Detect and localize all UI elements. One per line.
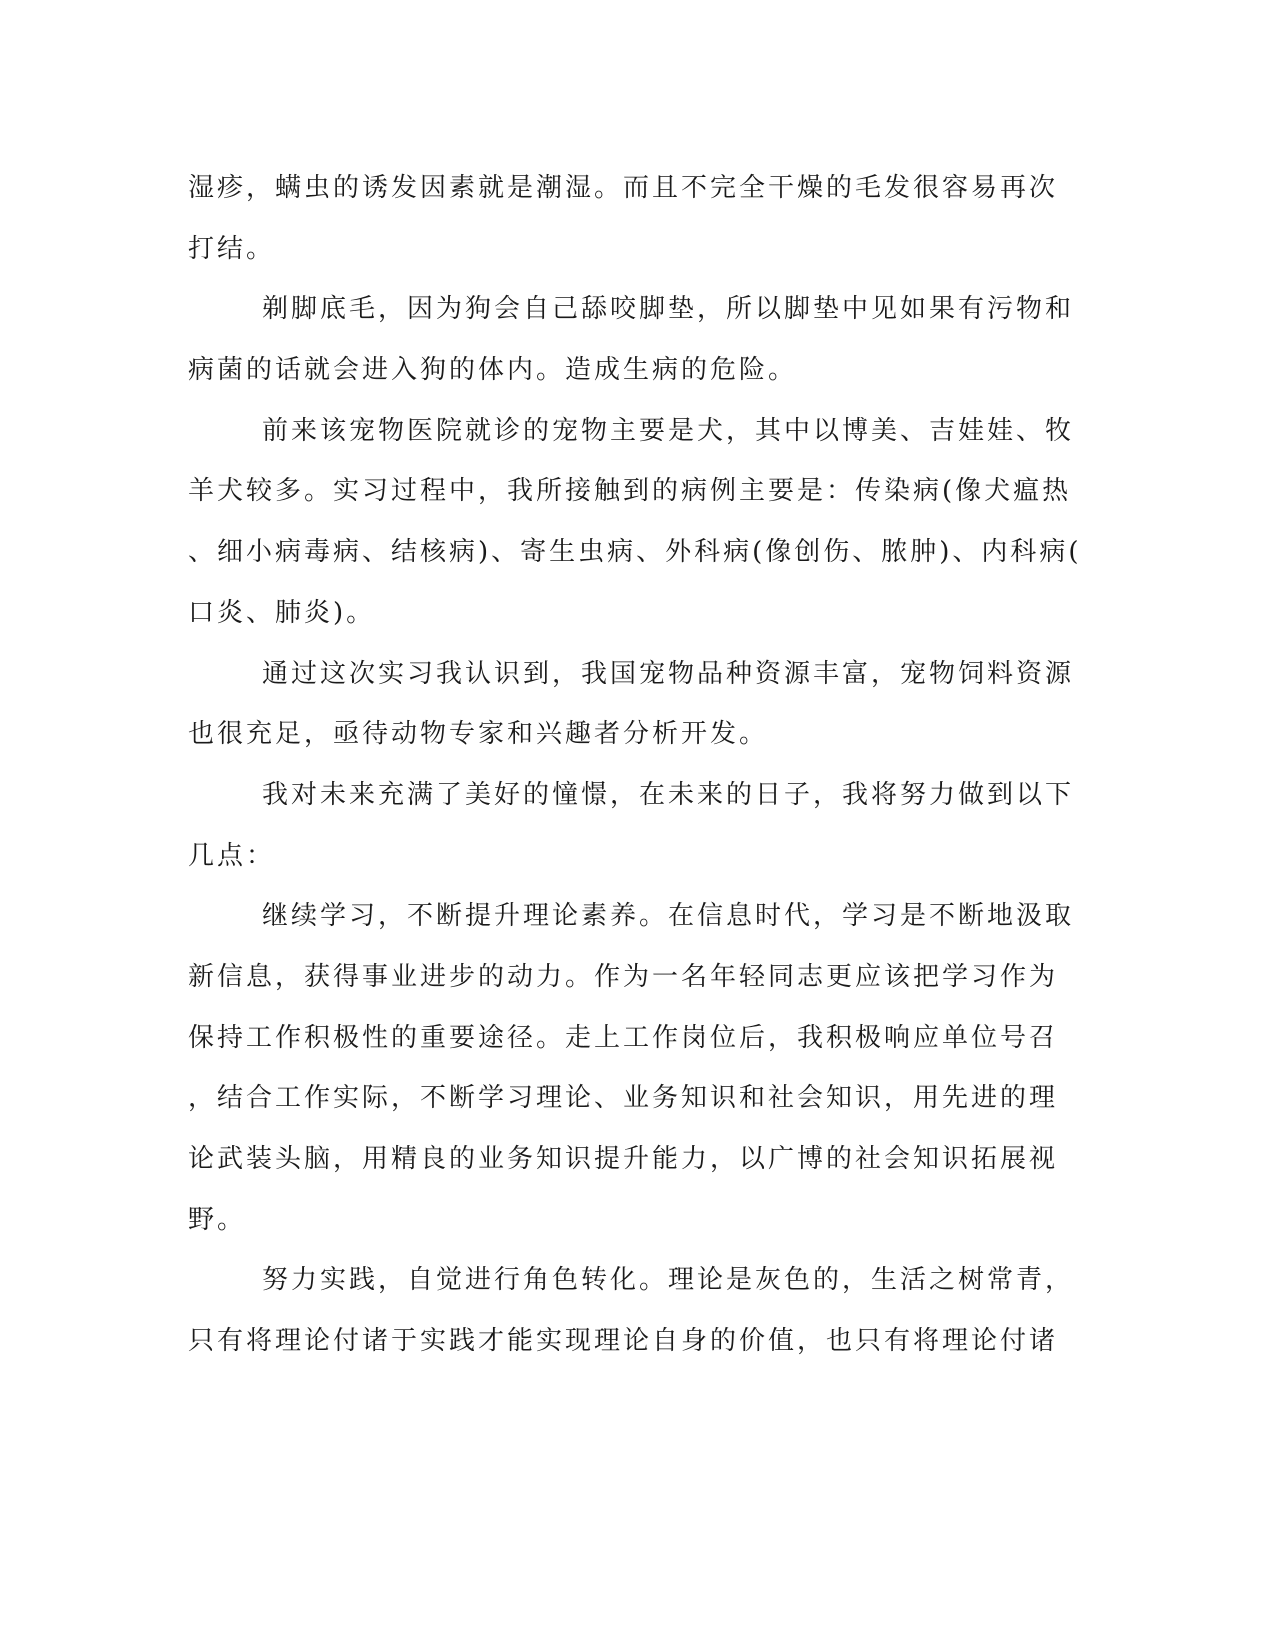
text-line: 、细小病毒病、结核病)、寄生虫病、外科病(像创伤、脓肿)、内科病( xyxy=(188,537,1082,568)
text-line: 新信息，获得事业进步的动力。作为一名年轻同志更应该把学习作为 xyxy=(188,961,1059,992)
text-line: 口炎、肺炎)。 xyxy=(188,597,376,628)
text-line: 病菌的话就会进入狗的体内。造成生病的危险。 xyxy=(188,355,798,386)
paragraph-start-line: 前来该宠物医院就诊的宠物主要是犬，其中以博美、吉娃娃、牧 xyxy=(262,415,1075,446)
text-line: 保持工作积极性的重要途径。走上工作岗位后，我积极响应单位号召 xyxy=(188,1022,1059,1053)
text-line: 论武装头脑，用精良的业务知识提升能力，以广博的社会知识拓展视 xyxy=(188,1144,1059,1174)
text-line: 也很充足，亟待动物专家和兴趣者分析开发。 xyxy=(188,719,769,750)
paragraph-start-line: 剃脚底毛，因为狗会自己舔咬脚垫，所以脚垫中见如果有污物和 xyxy=(262,294,1075,325)
text-line: 湿疹，螨虫的诱发因素就是潮湿。而且不完全干燥的毛发很容易再次 xyxy=(188,173,1059,203)
text-line: 羊犬较多。实习过程中，我所接触到的病例主要是：传染病(像犬瘟热 xyxy=(188,476,1072,507)
text-line: 野。 xyxy=(188,1204,247,1235)
paragraph-start-line: 努力实践，自觉进行角色转化。理论是灰色的，生活之树常青， xyxy=(262,1265,1075,1296)
text-line: 只有将理论付诸于实践才能实现理论自身的价值，也只有将理论付诸 xyxy=(188,1326,1059,1357)
text-line: 打结。 xyxy=(188,233,276,264)
paragraph-start-line: 通过这次实习我认识到，我国宠物品种资源丰富，宠物饲料资源 xyxy=(262,658,1075,689)
body-text xyxy=(188,158,1082,1372)
text-line: 几点： xyxy=(188,840,276,871)
text-line: ，结合工作实际，不断学习理论、业务知识和社会知识，用先进的理 xyxy=(188,1083,1059,1114)
paragraph-start-line: 继续学习，不断提升理论素养。在信息时代，学习是不断地汲取 xyxy=(262,901,1075,932)
paragraph-start-line: 我对未来充满了美好的憧憬，在未来的日子，我将努力做到以下 xyxy=(262,779,1075,810)
